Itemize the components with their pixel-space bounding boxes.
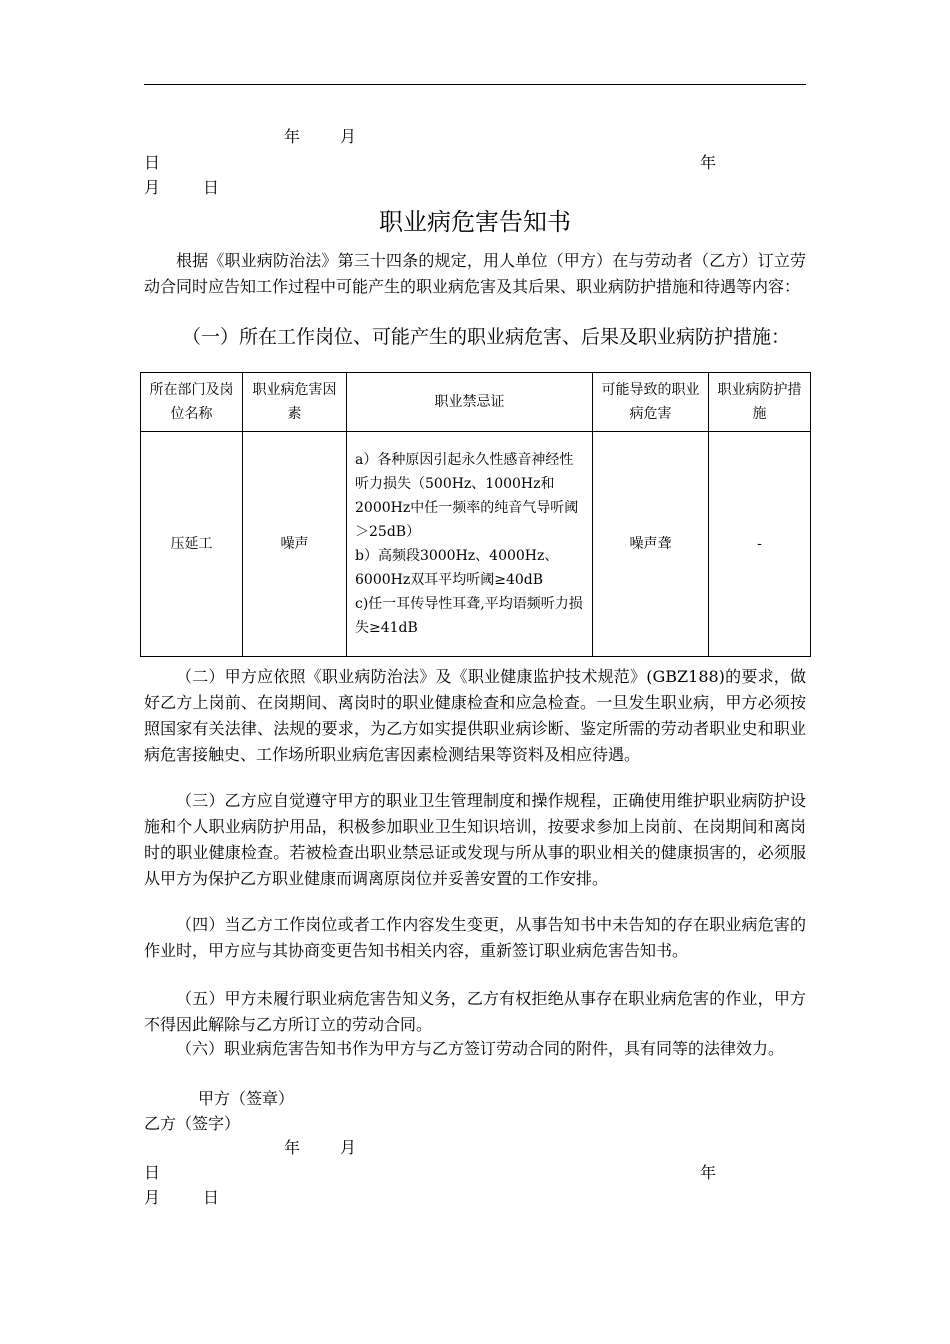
section-6-paragraph: （六）职业病危害告知书作为甲方与乙方签订劳动合同的附件，具有同等的法律效力。 (176, 1039, 785, 1058)
section-1-heading: （一）所在工作岗位、可能产生的职业病危害、后果及职业病防护措施： (182, 326, 791, 348)
contraindication-b: b）高频段3000Hz、4000Hz、6000Hz双耳平均听阈≥40dB (355, 548, 559, 588)
bottom-date-month: 月 (340, 1138, 357, 1157)
table-row (141, 432, 811, 657)
bottom-date-year-2: 年 (700, 1163, 717, 1182)
header-disease: 可能导致的职业病危害 (593, 373, 709, 432)
table-header-row (141, 373, 811, 432)
intro-paragraph: 根据《职业病防治法》第三十四条的规定，用人单位（甲方）在与劳动者（乙方）订立劳动合同时应告知工作过程中可能产生的职业病危害及其后果、职业病防护措施和待遇等内容： (144, 251, 806, 296)
party-b-signature: 乙方（签字） (144, 1114, 241, 1133)
section-5-paragraph: （五）甲方未履行职业病危害告知义务，乙方有权拒绝从事存在职业病危害的作业，甲方不得因此解除与乙方所订立的劳动合同。 (144, 989, 806, 1034)
top-date-month: 月 (340, 127, 357, 146)
bottom-date-year: 年 (284, 1138, 301, 1157)
cell-contraindication (347, 432, 593, 657)
section-2-paragraph: （二）甲方应依照《职业病防治法》及《职业健康监护技术规范》(GBZ188)的要求，做好乙方上岗前、在岗期间、离岗时的职业健康检查和应急检查。一旦发生职业病，甲方必须按照国家有关法律、法规的要求，为乙方如实提供职业病诊断、鉴定所需的劳动者职业史和职业病危害接触史、工作场所职业病危害因素检测结果等资料及相应待遇。 (144, 667, 806, 764)
cell-disease: 噪声聋 (593, 432, 709, 657)
cell-factor: 噪声 (243, 432, 347, 657)
top-date-year: 年 (284, 127, 301, 146)
section-3-paragraph: （三）乙方应自觉遵守甲方的职业卫生管理制度和操作规程，正确使用维护职业病防护设施和个人职业病防护用品，积极参加职业卫生知识培训，按要求参加上岗前、在岗期间和离岗时的职业健康检查。若被检查出职业禁忌证或发现与所从事的职业相关的健康损害的，必须服从甲方为保护乙方职业健康而调离原岗位并妥善安置的工作安排。 (144, 791, 806, 888)
party-a-signature: 甲方（签章） (198, 1089, 295, 1108)
header-contraindication: 职业禁忌证 (347, 373, 593, 432)
top-horizontal-rule (144, 84, 806, 85)
bottom-date-day: 日 (144, 1163, 161, 1182)
hazard-table (140, 372, 811, 657)
top-date-year-2: 年 (700, 153, 717, 172)
header-measure: 职业病防护措施 (709, 373, 811, 432)
bottom-date-day-2: 日 (203, 1188, 220, 1207)
cell-measure: - (709, 432, 811, 657)
top-date-day: 日 (144, 153, 161, 172)
contraindication-c: c)任一耳传导性耳聋,平均语频听力损失≥41dB (355, 596, 583, 636)
header-factor: 职业病危害因素 (243, 373, 347, 432)
header-dept: 所在部门及岗位名称 (141, 373, 243, 432)
top-date-day-2: 日 (203, 178, 220, 197)
cell-dept: 压延工 (141, 432, 243, 657)
top-date-month-2: 月 (144, 178, 161, 197)
document-title: 职业病危害告知书 (379, 208, 571, 236)
section-4-paragraph: （四）当乙方工作岗位或者工作内容发生变更，从事告知书中未告知的存在职业病危害的作业时，甲方应与其协商变更告知书相关内容，重新签订职业病危害告知书。 (144, 915, 806, 960)
bottom-date-month-2: 月 (144, 1188, 161, 1207)
contraindication-a: a）各种原因引起永久性感音神经性听力损失（500Hz、1000Hz和2000Hz中任一频率的纯音气导听阈＞25dB） (355, 452, 579, 540)
